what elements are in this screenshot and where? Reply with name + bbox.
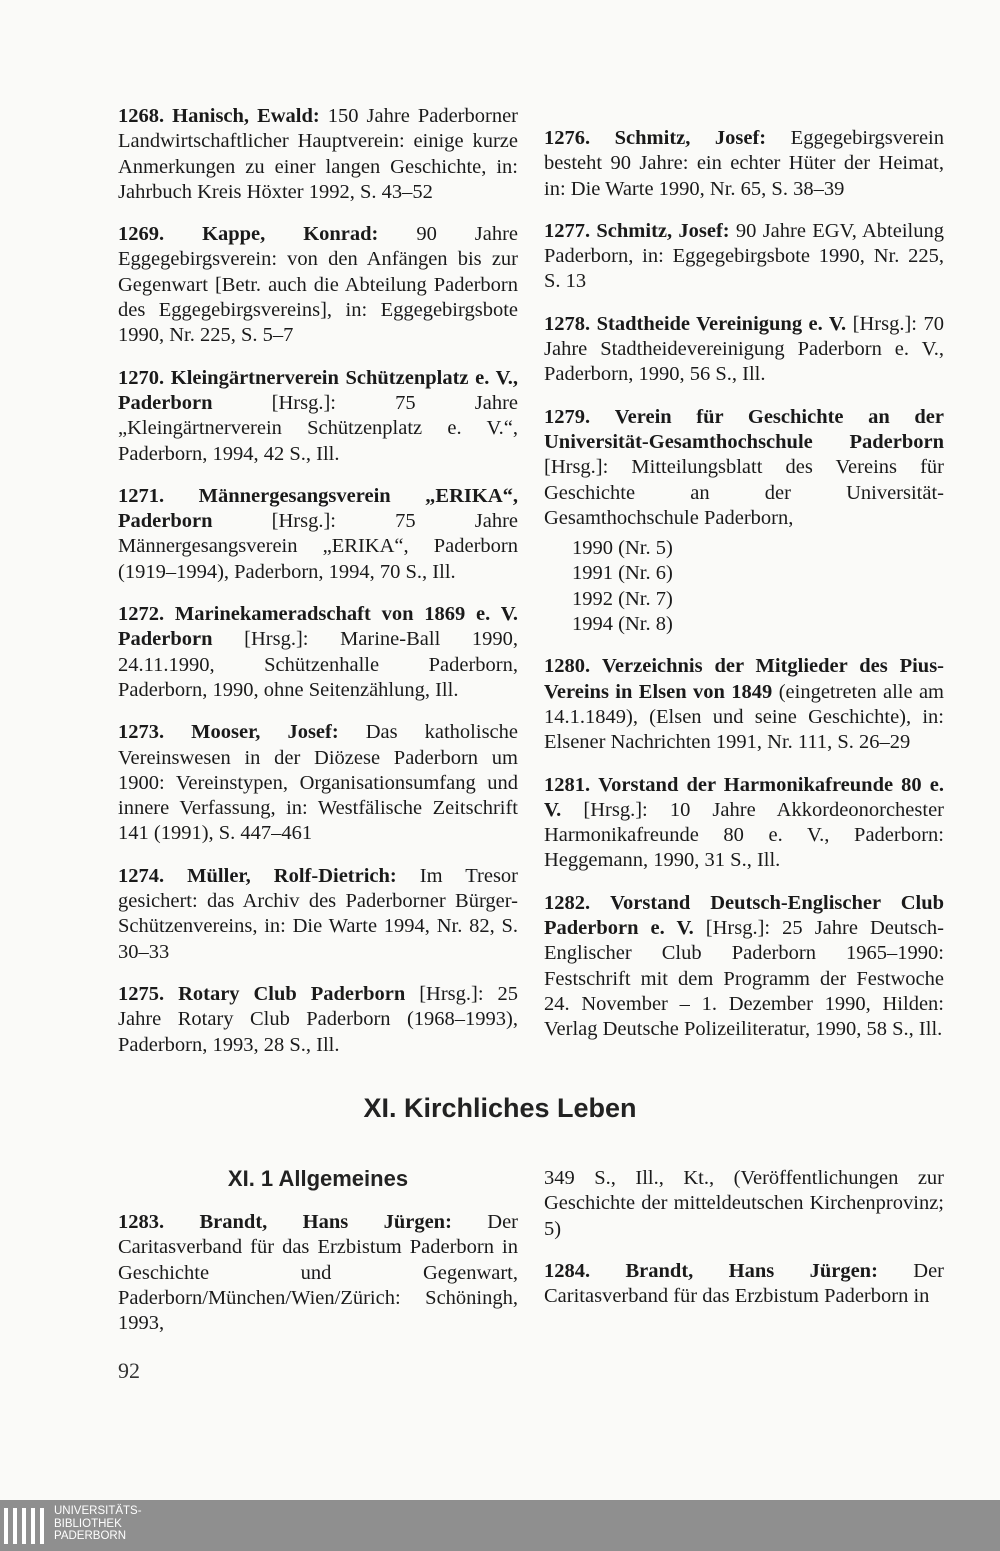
right-column-bottom	[544, 1166, 944, 1326]
entry-1272: 1272. Marinekameradschaft von 1869 e. V. Paderborn [Hrsg.]: Marine-Ball 1990, 24.11.1990, Schützenhalle Paderborn, Paderborn, 1990, ohne Seitenzählung, Ill.	[118, 603, 518, 701]
issue-item: 1990 (Nr. 5)	[572, 537, 673, 560]
entry-1269: 1269. Kappe, Konrad: 90 Jahre Eggegebirgsverein: von den Anfängen bis zur Gegenwart [Betr. auch die Abteilung Paderborn des Eggegebirgsvereins], in: Eggegebirgsbote 1990, Nr. 225, S. 5–7	[118, 223, 518, 347]
left-column-top	[118, 104, 518, 1075]
entry-1275: 1275. Rotary Club Paderborn [Hrsg.]: 25 Jahre Rotary Club Paderborn (1968–1993), Paderborn, 1993, 28 S., Ill.	[118, 982, 519, 1056]
footer-bar	[0, 1500, 1000, 1551]
issue-item: 1992 (Nr. 7)	[572, 587, 673, 610]
page-number: 92	[118, 1358, 140, 1383]
entry-1283: 1283. Brandt, Hans Jürgen: Der Caritasverband für das Erzbistum Paderborn in Geschichte und Gegenwart, Paderborn/München/Wien/Zürich: Schöningh, 1993,	[118, 1211, 518, 1335]
entry-1276: 1276. Schmitz, Josef: Eggegebirgsverein besteht 90 Jahre: ein echter Hüter der Heimat, in: Die Warte 1990, Nr. 65, S. 38–39	[544, 127, 944, 200]
right-column-top	[544, 126, 944, 1060]
entry-1281: 1281. Vorstand der Harmonikafreunde 80 e. V. [Hrsg.]: 10 Jahre Akkordeonorchester Harmonikafreunde 80 e. V., Paderborn: Heggemann, 1990, 31 S., Ill.	[544, 773, 944, 872]
entry-1270: 1270. Kleingärtnerverein Schützenplatz e. V., Paderborn [Hrsg.]: 75 Jahre „Kleingärtnerverein Schützenplatz e. V.“, Paderborn, 1994, 42 S., Ill.	[118, 366, 519, 465]
entry-1274: 1274. Müller, Rolf-Dietrich: Im Tresor gesichert: das Archiv des Paderborner Bürger-Schützenvereins, in: Die Warte 1994, Nr. 82, S. 30–33	[118, 864, 519, 963]
issue-item: 1994 (Nr. 8)	[572, 613, 673, 636]
entry-1280: 1280. Verzeichnis der Mitglieder des Pius-Vereins in Elsen von 1849 (eingetreten alle am 14.1.1849), (Elsen und seine Geschichte), in: Elsener Nachrichten 1991, Nr. 111, S. 26–29	[544, 655, 945, 754]
entry-1278: 1278. Stadtheide Vereinigung e. V. [Hrsg.]: 70 Jahre Stadtheidevereinigung Paderborn e. V., Paderborn, 1990, 56 S., Ill.	[544, 312, 944, 386]
entry-1277: 1277. Schmitz, Josef: 90 Jahre EGV, Abteilung Paderborn, in: Eggegebirgsbote 1990, Nr. 225, S. 13	[544, 219, 944, 293]
entry-1284: 1284. Brandt, Hans Jürgen: Der Caritasverband für das Erzbistum Paderborn in	[544, 1259, 944, 1308]
left-column-bottom	[118, 1210, 518, 1353]
entry-1283-continued: 349 S., Ill., Kt., (Veröffentlichungen zur Geschichte der mitteldeutschen Kirchenprovinz; 5)	[544, 1167, 944, 1240]
subsection-title: XI. 1 Allgemeines	[227, 1166, 409, 1191]
issue-list-1279	[572, 536, 944, 637]
library-logo-icon	[4, 1508, 48, 1546]
entry-1279: 1279. Verein für Geschichte an der Universität-Gesamthochschule Paderborn [Hrsg.]: Mitteilungsblatt des Vereins für Geschichte an der Universität-Gesamthochschule Paderborn,	[544, 405, 945, 529]
entry-1282: 1282. Vorstand Deutsch-Englischer Club Paderborn e. V. [Hrsg.]: 25 Jahre Deutsch-Englischer Club Paderborn 1965–1990: Festschrift mit dem Programm der Festwoche 24. November – 1. Dezember 1990, Hilden: Verlag Deutsche Polizeiliteratur, 1990, 58 S., Ill.	[544, 891, 945, 1041]
section-title: XI. Kirchliches Leben	[363, 1093, 637, 1123]
entry-1268: 1268. Hanisch, Ewald: 150 Jahre Paderborner Landwirtschaftlicher Hauptverein: einige kurze Anmerkungen zu einer langen Geschichte, in: Jahrbuch Kreis Höxter 1992, S. 43–52	[118, 105, 518, 203]
library-name: UNIVERSITÄTS- BIBLIOTHEK PADERBORN	[54, 1505, 142, 1542]
entry-1271: 1271. Männergesangsverein „ERIKA“, Paderborn [Hrsg.]: 75 Jahre Männergesangsverein „ERIKA“, Paderborn (1919–1994), Paderborn, 1994, 70 S., Ill.	[118, 484, 518, 583]
issue-item: 1991 (Nr. 6)	[572, 562, 673, 585]
entry-1273: 1273. Mooser, Josef: Das katholische Vereinswesen in der Diözese Paderborn um 1900: Vereinstypen, Organisationsumfang und innere Verfassung, in: Westfälische Zeitschrift 141 (1991), S. 447–461	[118, 721, 518, 845]
